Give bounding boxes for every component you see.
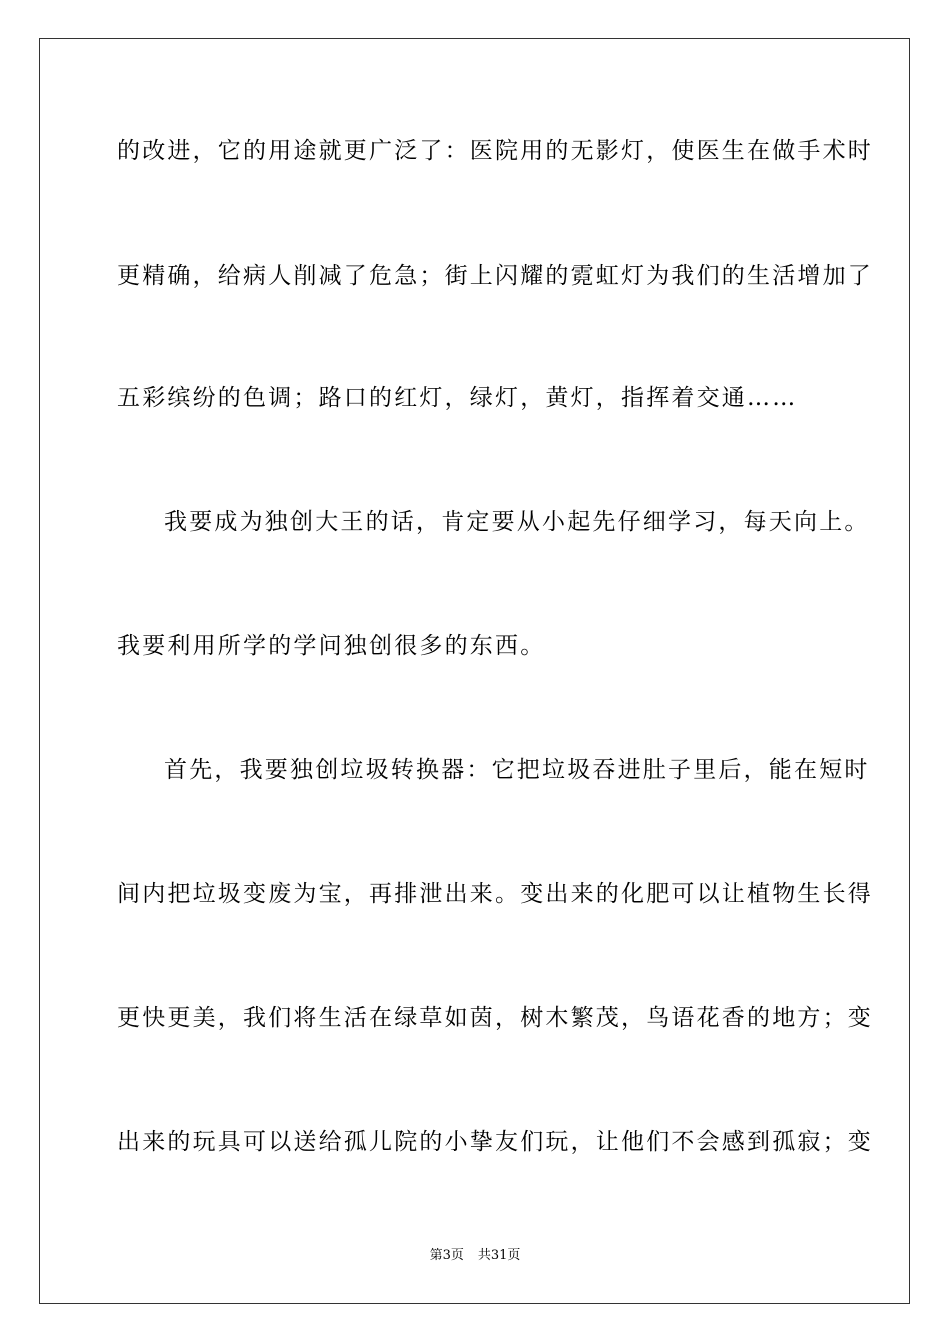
paragraph-line: 我要利用所学的学问独创很多的东西。 — [117, 633, 546, 659]
paragraph-line: 的改进，它的用途就更广泛了：医院用的无影灯，使医生在做手术时 — [117, 138, 873, 164]
paragraph-line: 出来的玩具可以送给孤儿院的小挚友们玩，让他们不会感到孤寂；变 — [117, 1129, 873, 1155]
page-total: 共31页 — [477, 1248, 521, 1263]
paragraph-line: 更精确，给病人削减了危急；街上闪耀的霓虹灯为我们的生活增加了 — [117, 263, 873, 289]
page-number: 第3页 — [429, 1248, 464, 1263]
paragraph-line: 更快更美，我们将生活在绿草如茵，树木繁茂，鸟语花香的地方；变 — [117, 1005, 873, 1031]
paragraph-line: 五彩缤纷的色调；路口的红灯，绿灯，黄灯，指挥着交通…… — [117, 385, 798, 411]
paragraph-line: 间内把垃圾变废为宝，再排泄出来。变出来的化肥可以让植物生长得 — [117, 881, 873, 907]
paragraph-line-indented: 我要成为独创大王的话，肯定要从小起先仔细学习，每天向上。 — [164, 509, 870, 535]
page-footer — [0, 1247, 950, 1265]
page-border — [39, 38, 910, 1304]
paragraph-line-indented: 首先，我要独创垃圾转换器：它把垃圾吞进肚子里后，能在短时 — [164, 757, 870, 783]
